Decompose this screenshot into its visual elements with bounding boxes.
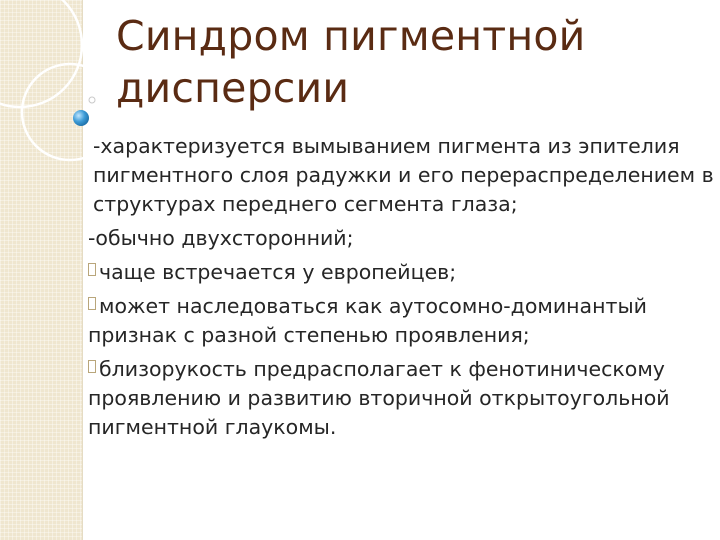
bullet-icon	[88, 360, 96, 373]
bullet-item-myopia	[88, 355, 716, 442]
blue-ball-accent	[73, 110, 89, 126]
title-line-2: дисперсии	[116, 64, 350, 112]
paragraph-text: близорукость предрасполагает к фенотиническому проявлению и развитию вторичной открытоугольной пигментной глаукомы.	[88, 357, 670, 439]
paragraph-text: -обычно двухсторонний;	[88, 226, 354, 250]
bullet-item-europeans	[88, 258, 716, 287]
paragraph-text: чаще встречается у европейцев;	[99, 260, 457, 284]
paragraph-text: может наследоваться как аутосомно-доминантый признак с разной степенью проявления;	[88, 294, 647, 347]
deco-circle-large	[0, 0, 82, 107]
bullet-icon	[88, 297, 96, 310]
bullet-icon	[88, 263, 96, 276]
paragraph-text: -характеризуется вымыванием пигмента из эпителия пигментного слоя радужки и его перераспределением в структурах переднего сегмента глаза;	[93, 134, 714, 216]
deco-tiny-dot	[89, 97, 95, 103]
paragraph-bilateral	[88, 224, 716, 253]
title-line-1: Синдром пигментной	[116, 12, 586, 60]
bullet-item-inheritance	[88, 292, 716, 350]
slide-body	[88, 132, 716, 447]
slide-title	[116, 10, 696, 114]
paragraph-description	[88, 132, 716, 219]
